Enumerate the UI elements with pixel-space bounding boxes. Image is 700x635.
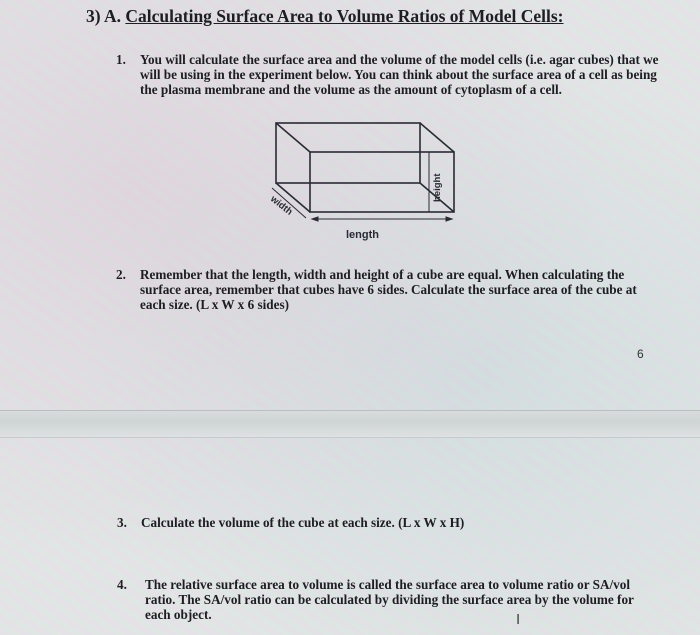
section-title: Calculating Surface Area to Volume Ratios of Model Cells: bbox=[125, 6, 564, 26]
question-number: 4. bbox=[117, 577, 127, 592]
question-number: 2. bbox=[116, 267, 126, 282]
width-label: width bbox=[268, 193, 295, 218]
page-break-divider bbox=[0, 410, 700, 438]
rectangular-prism-diagram bbox=[250, 120, 460, 245]
question-text: The relative surface area to volume is called the surface area to volume ratio or SA/vol ratio. The SA/vol ratio can be calculated by dividing the surface area by the volume for each object. bbox=[145, 577, 634, 622]
height-label: height bbox=[432, 173, 443, 202]
text-cursor-icon: I bbox=[516, 611, 521, 628]
question-number: 1. bbox=[116, 52, 126, 67]
page-number: 6 bbox=[637, 347, 644, 361]
section-heading bbox=[86, 6, 564, 27]
length-label: length bbox=[346, 229, 379, 241]
question-number: 3. bbox=[117, 515, 127, 530]
question-text: You will calculate the surface area and the volume of the model cells (i.e. agar cubes) that we will be using in the experiment below. You can think about the surface area of a cell as being the plasma membrane and the volume as the amount of cytoplasm of a cell. bbox=[140, 52, 659, 97]
question-text: Remember that the length, width and height of a cube are equal. When calculating the surface area, remember that cubes have 6 sides. Calculate the surface area of the cube at each size. (L x W x 6 sides) bbox=[140, 267, 637, 312]
section-number: 3) bbox=[86, 6, 101, 26]
question-text: Calculate the volume of the cube at each size. (L x W x H) bbox=[141, 515, 465, 530]
section-prefix: A. bbox=[104, 6, 122, 26]
